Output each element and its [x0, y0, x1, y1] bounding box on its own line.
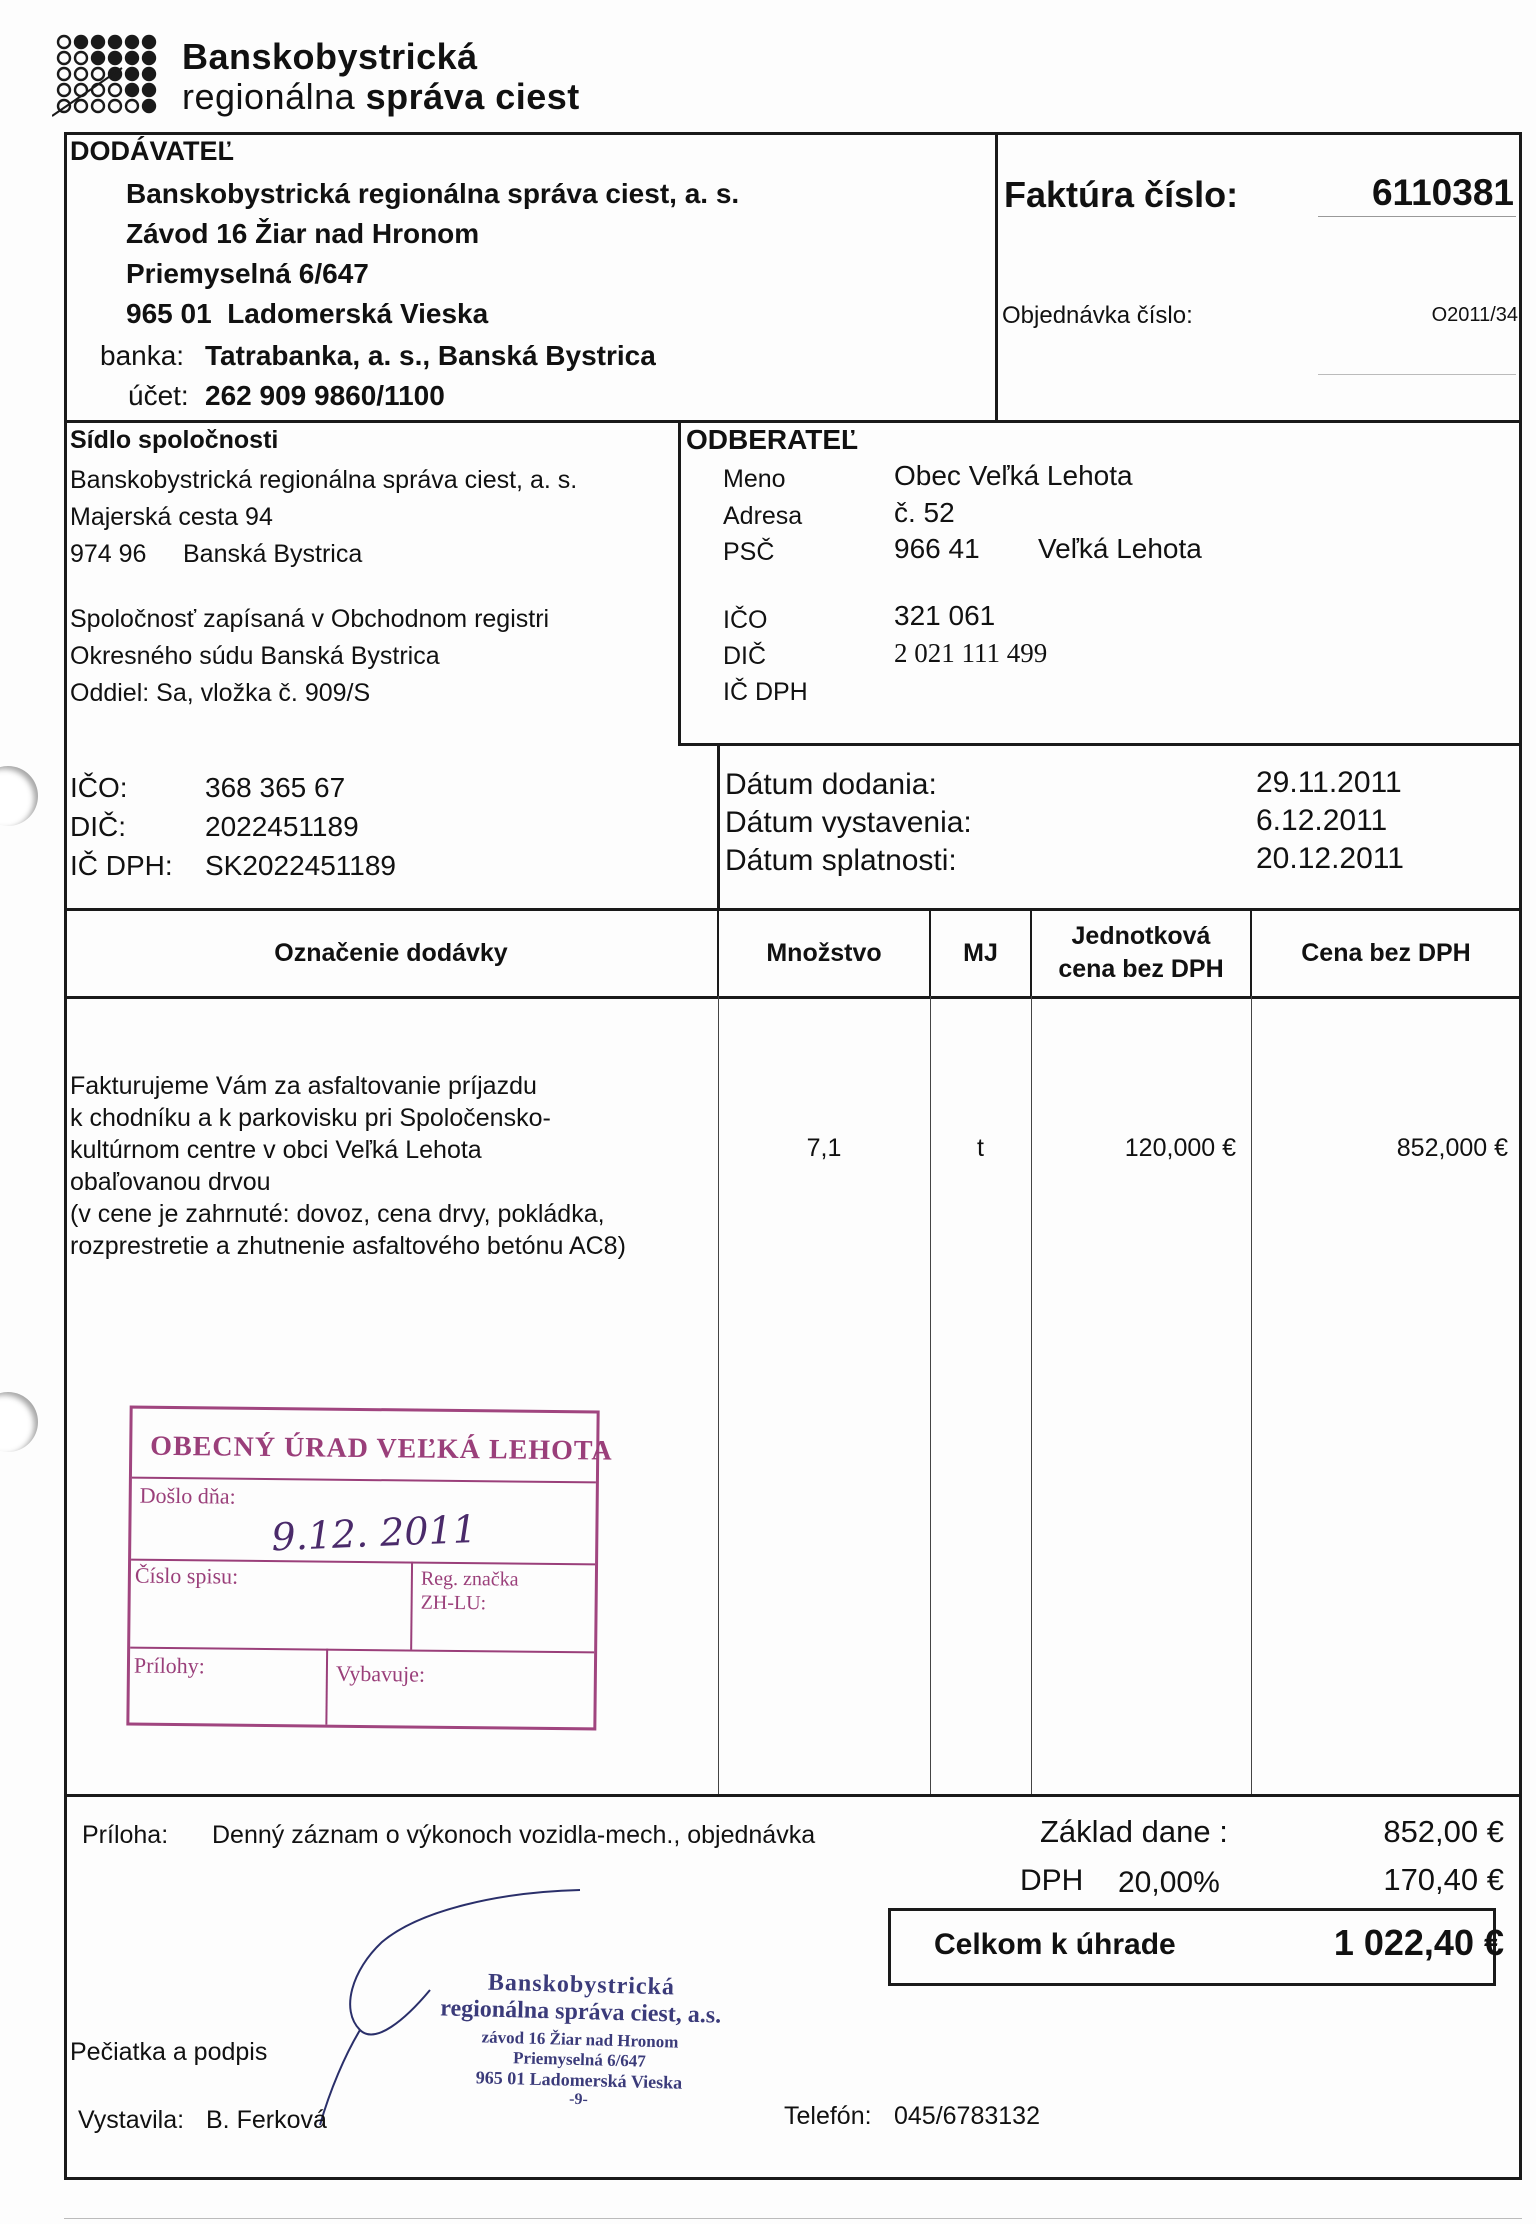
- logo-line-2: [182, 76, 580, 118]
- row-unit-price: 120,000 €: [1124, 1134, 1236, 1162]
- col-header-unit-price-line-1: Jednotková: [1071, 922, 1211, 950]
- row-total: 852,000 €: [1396, 1134, 1508, 1162]
- issued-by-label: Vystavila:: [78, 2106, 185, 2134]
- col-header-unit-price-line-2: cena bez DPH: [1058, 955, 1224, 983]
- divider: [995, 132, 998, 422]
- vat-label: DPH: [1020, 1864, 1084, 1897]
- issued-by-value: B. Ferková: [206, 2106, 327, 2134]
- divider: [1318, 374, 1516, 375]
- dot-grid-logo-icon: [52, 34, 168, 118]
- total-value: 1 022,40 €: [1333, 1922, 1504, 1963]
- dic-label: DIČ:: [70, 811, 126, 842]
- supplier-city: 965 01 Ladomerská Vieska: [126, 298, 489, 329]
- stamp-handled-label: Vybavuje:: [335, 1660, 426, 1687]
- supplier-heading: DODÁVATEĽ: [70, 136, 234, 166]
- col-header-unit-price: [1032, 910, 1250, 996]
- vat-value: 170,40 €: [1383, 1862, 1504, 1897]
- logo-line-1: Banskobystrická: [182, 36, 478, 77]
- office-city: Banská Bystrica: [183, 540, 363, 568]
- order-number-label: Objednávka číslo:: [1002, 302, 1193, 329]
- issue-date: 6.12.2011: [1256, 804, 1388, 837]
- dic-value: 2022451189: [205, 811, 359, 842]
- row-description-line: Fakturujeme Vám za asfaltovanie príjazdu: [70, 1072, 537, 1100]
- row-description-line: k chodníku a k parkovisku pri Spoločensko-: [70, 1104, 551, 1132]
- stamp-rule: [325, 1649, 328, 1725]
- customer-heading: ODBERATEĽ: [686, 424, 859, 455]
- customer-dic-label: DIČ: [723, 642, 767, 670]
- stamp-received-value: 9.12. 2011: [270, 1506, 478, 1560]
- divider: [64, 996, 1522, 999]
- account-value: 262 909 9860/1100: [205, 380, 445, 411]
- due-date: 20.12.2011: [1256, 842, 1404, 875]
- register-line-3: Oddiel: Sa, vložka č. 909/S: [70, 679, 371, 707]
- supplier-plant: Závod 16 Žiar nad Hronom: [126, 218, 480, 249]
- office-zip: 974 96: [70, 540, 147, 568]
- row-unit: t: [977, 1134, 984, 1162]
- customer-name: Obec Veľká Lehota: [894, 460, 1133, 491]
- invoice-number: 6110381: [1371, 172, 1514, 213]
- customer-psc-label: PSČ: [723, 538, 775, 566]
- col-header-description: Označenie dodávky: [274, 938, 508, 967]
- icdph-value: SK2022451189: [205, 850, 396, 881]
- stamp-received-label: Došlo dňa:: [139, 1482, 236, 1509]
- ico-value: 368 365 67: [205, 772, 346, 803]
- customer-icdph-label: IČ DPH: [723, 678, 808, 706]
- col-header-total: Cena bez DPH: [1301, 938, 1471, 967]
- table-row: [66, 1070, 1520, 1280]
- divider: [64, 2218, 1522, 2219]
- attachment-label: Príloha:: [82, 1821, 169, 1849]
- logo-line-2-regular: regionálna: [182, 76, 356, 117]
- supplier-name: Banskobystrická regionálna správa ciest, a. s.: [126, 178, 740, 209]
- attachment-value: Denný záznam o výkonoch vozidla-mech., objednávka: [212, 1821, 816, 1849]
- row-description-line: obaľovanou drvou: [70, 1168, 271, 1196]
- company-stamp-line-6: -9-: [568, 2090, 589, 2109]
- punch-hole: [0, 766, 38, 826]
- customer-psc: 966 41: [894, 533, 980, 564]
- tax-base-value: 852,00 €: [1383, 1814, 1504, 1849]
- row-description-line: (v cene je zahrnuté: dovoz, cena drvy, pokládka,: [70, 1200, 605, 1228]
- company-stamp-line-4: Priemyselná 6/647: [512, 2048, 647, 2071]
- stamp-file-label: Číslo spisu:: [134, 1562, 239, 1589]
- office-heading: Sídlo spoločnosti: [70, 426, 279, 454]
- bank-value: Tatrabanka, a. s., Banská Bystrica: [205, 340, 656, 371]
- row-description: [70, 1070, 710, 1262]
- punch-hole: [0, 1392, 38, 1452]
- invoice-number-label: Faktúra číslo:: [1004, 174, 1239, 215]
- stamp-reg-label-2: ZH-LU:: [420, 1591, 487, 1615]
- company-stamp-line-1: Banskobystrická: [487, 1969, 676, 2001]
- company-stamp-line-3: závod 16 Žiar nad Hronom: [481, 2027, 679, 2052]
- customer-name-label: Meno: [723, 465, 786, 493]
- signature-icon: [300, 1880, 620, 2140]
- total-label: Celkom k úhrade: [934, 1928, 1176, 1961]
- register-line-1: Spoločnosť zapísaná v Obchodnom registri: [70, 605, 550, 633]
- due-date-label: Dátum splatnosti:: [725, 844, 957, 877]
- office-name: Banskobystrická regionálna správa ciest, a. s.: [70, 466, 578, 494]
- divider: [1318, 216, 1516, 217]
- bank-label: banka:: [100, 340, 185, 371]
- row-quantity: 7,1: [806, 1134, 842, 1162]
- row-description-line: rozprestretie a zhutnenie asfaltového betónu AC8): [70, 1232, 626, 1260]
- stamp-rule: [410, 1562, 413, 1650]
- company-stamp-line-5: 965 01 Ladomerská Vieska: [475, 2067, 683, 2093]
- account-label: účet:: [128, 380, 189, 411]
- order-number: O2011/34: [1431, 304, 1518, 326]
- col-header-quantity: Množstvo: [766, 938, 882, 967]
- stamp-reg-label-1: Reg. značka: [420, 1567, 519, 1591]
- supplier-street: Priemyselná 6/647: [126, 258, 369, 289]
- delivery-date-label: Dátum dodania:: [725, 768, 937, 801]
- divider: [717, 744, 720, 910]
- logo-line-2-bold: správa ciest: [365, 76, 580, 117]
- office-street: Majerská cesta 94: [70, 503, 273, 531]
- customer-address: č. 52: [894, 497, 955, 528]
- issue-date-label: Dátum vystavenia:: [725, 806, 972, 839]
- col-header-unit: MJ: [963, 938, 998, 967]
- stamp-office: OBECNÝ ÚRAD VEĽKÁ LEHOTA: [150, 1430, 613, 1467]
- stamp-attachments-label: Prílohy:: [133, 1652, 206, 1679]
- icdph-label: IČ DPH:: [70, 850, 173, 881]
- customer-psc-city: Veľká Lehota: [1038, 533, 1202, 564]
- phone-value: 045/6783132: [894, 2102, 1040, 2130]
- stamp-signature-label: Pečiatka a podpis: [70, 2038, 268, 2066]
- customer-dic: 2 021 111 499: [894, 638, 1048, 668]
- delivery-date: 29.11.2011: [1256, 766, 1402, 799]
- vat-rate: 20,00%: [1118, 1866, 1220, 1899]
- customer-ico-label: IČO: [723, 606, 768, 634]
- register-line-2: Okresného súdu Banská Bystrica: [70, 642, 440, 670]
- row-description-line: kultúrnom centre v obci Veľká Lehota: [70, 1136, 482, 1164]
- company-stamp-line-2: regionálna správa ciest, a.s.: [440, 1995, 722, 2029]
- customer-ico: 321 061: [894, 600, 996, 631]
- divider: [64, 1794, 1522, 1797]
- phone-label: Telefón:: [784, 2102, 872, 2130]
- receipt-stamp: [126, 1406, 613, 1731]
- tax-base-label: Základ dane :: [1040, 1814, 1228, 1849]
- customer-address-label: Adresa: [723, 502, 803, 530]
- ico-label: IČO:: [70, 772, 128, 803]
- company-logo: [52, 34, 672, 124]
